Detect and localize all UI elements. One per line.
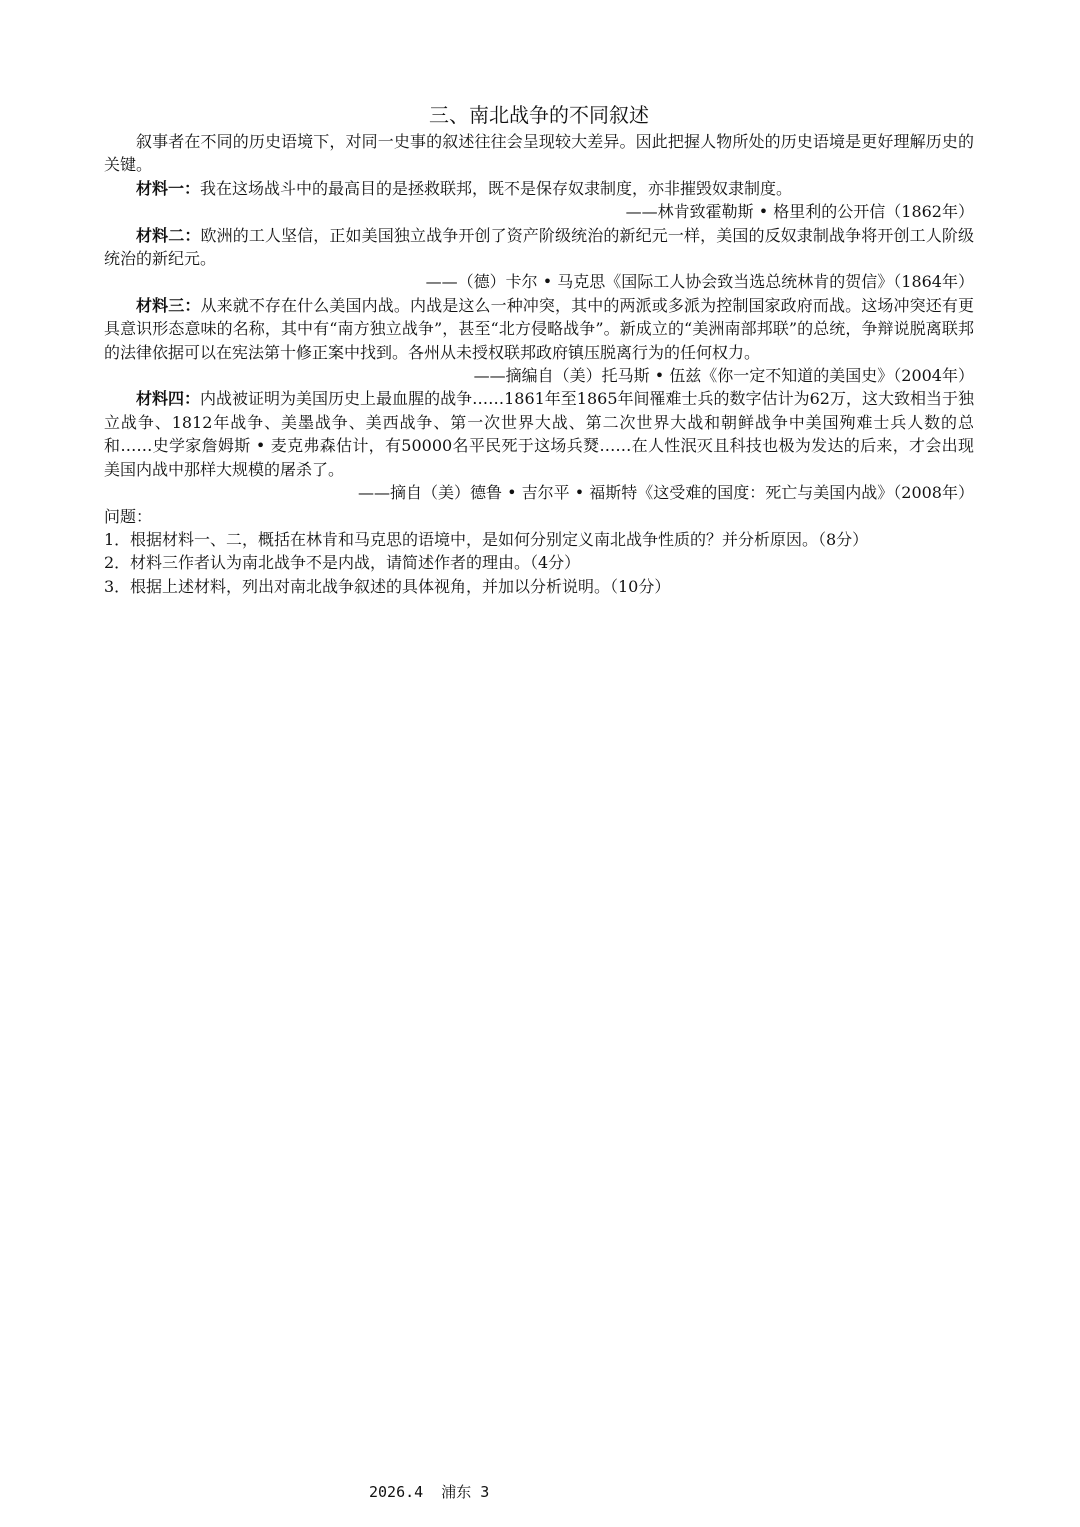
page-footer: 2026.4 浦东 3 — [369, 1483, 490, 1501]
section-title: 三、南北战争的不同叙述 — [429, 103, 649, 127]
questions-heading: 问题： — [104, 506, 153, 526]
material-label: 材料三： — [136, 295, 201, 315]
material-3 — [104, 294, 974, 364]
question-number: 1． — [104, 529, 131, 549]
document-page — [104, 100, 974, 598]
material-2-source: ——（德）卡尔 • 马克思《国际工人协会致当选总统林肯的贺信》（1864年） — [425, 272, 974, 292]
material-label: 材料四： — [136, 389, 201, 409]
question-item — [104, 575, 974, 598]
question-text: 材料三作者认为南北战争不是内战，请简述作者的理由。（4分） — [130, 553, 581, 573]
material-text: 欧洲的工人坚信，正如美国独立战争开创了资产阶级统治的新纪元一样，美国的反奴隶制战争将开创工人阶级统治的新纪元。 — [104, 225, 974, 269]
material-1-source: ——林肯致霍勒斯 • 格里利的公开信（1862年） — [625, 202, 974, 222]
question-item — [104, 528, 974, 551]
material-text: 从来就不存在什么美国内战。内战是这么一种冲突，其中的两派或多派为控制国家政府而战。这场冲突还有更具意识形态意味的名称，其中有“南方独立战争”，甚至“北方侵略战争”。新成立的“美洲南部邦联”的总统，争辩说脱离联邦的法律依据可以在宪法第十修正案中找到。各州从未授权联邦政府镇压脱离行为的任何权力。 — [104, 295, 974, 362]
question-item — [104, 551, 974, 574]
material-3-source: ——摘编自（美）托马斯 • 伍兹《你一定不知道的美国史》（2004年） — [473, 366, 974, 386]
question-number: 2． — [104, 553, 131, 573]
material-2 — [104, 224, 974, 271]
material-4-source: ——摘自（美）德鲁 • 吉尔平 • 福斯特《这受难的国度：死亡与美国内战》（2008年） — [358, 483, 974, 503]
material-label: 材料二： — [136, 225, 201, 245]
material-text: 内战被证明为美国历史上最血腥的战争……1861年至1865年间罹难士兵的数字估计为62万，这大致相当于独立战争、1812年战争、美墨战争、美西战争、第一次世界大战、第二次世界大战和朝鲜战争中美国殉难士兵人数的总和……史学家詹姆斯 • 麦克弗森估计，有50000名平民死于这场兵燹……在人性泯灭且科技也极为发达的后来，才会出现美国内战中那样大规模的屠杀了。 — [104, 389, 974, 479]
question-text: 根据上述材料，列出对南北战争叙述的具体视角，并加以分析说明。（10分） — [130, 576, 671, 596]
question-text: 根据材料一、二，概括在林肯和马克思的语境中，是如何分别定义南北战争性质的？并分析原因。（8分） — [130, 529, 869, 549]
intro-paragraph: 叙事者在不同的历史语境下，对同一史事的叙述往往会呈现较大差异。因此把握人物所处的历史语境是更好理解历史的关键。 — [104, 132, 974, 175]
material-label: 材料一： — [136, 178, 201, 198]
material-text: 我在这场战斗中的最高目的是拯救联邦，既不是保存奴隶制度，亦非摧毁奴隶制度。 — [200, 178, 793, 198]
questions-list — [104, 528, 974, 598]
question-number: 3． — [104, 576, 131, 596]
material-4 — [104, 387, 974, 481]
material-1 — [104, 177, 974, 200]
